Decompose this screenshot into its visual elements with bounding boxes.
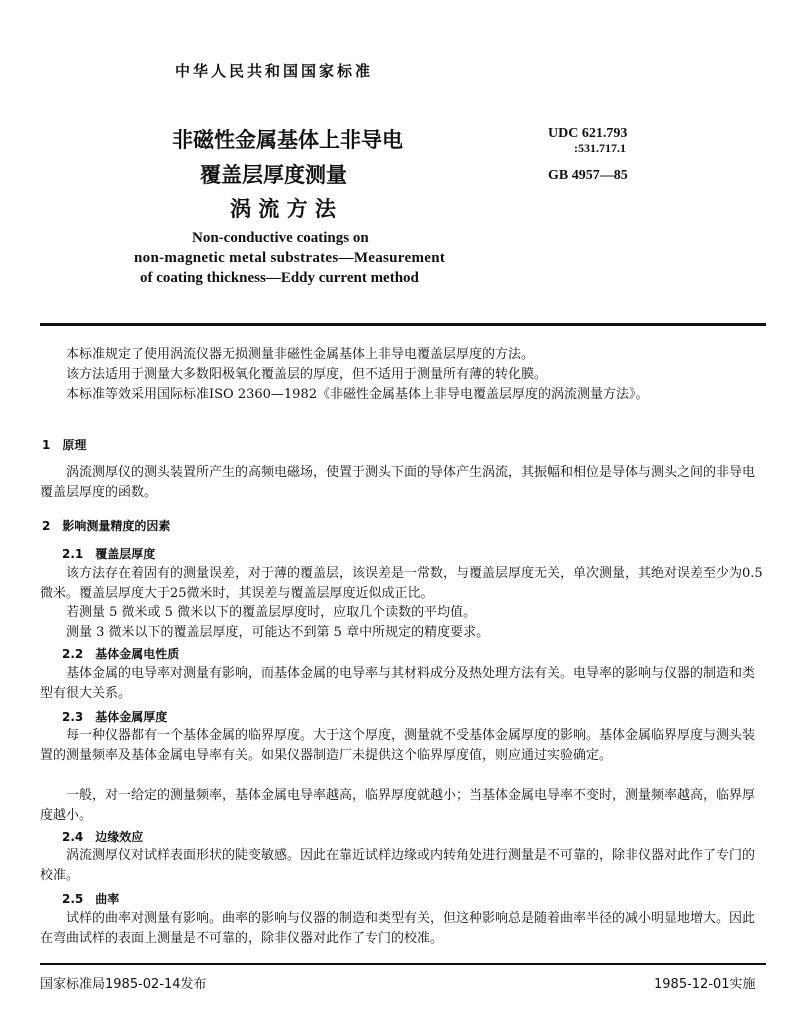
section-2-1-paragraph-1: 该方法存在着固有的测量误差，对于薄的覆盖层，该误差是一常数，与覆盖层厚度无关，单次测量，其绝对误差至少为0.5微米。覆盖层厚度大于25微米时，其误差与覆盖层厚度近似成正比。 (40, 566, 763, 601)
header-divider (40, 323, 766, 326)
section-2-5-paragraph: 试样的曲率对测量有影响。曲率的影响与仪器的制造和类型有关，但这种影响总是随着曲率半径的减小明显地增大。因此在弯曲试样的表面上测量是不可靠的，除非仪器对此作了专门的校准。 (40, 911, 756, 946)
issue-date: 国家标准局1985-02-14发布 (40, 977, 207, 992)
udc-code: UDC 621.793 (548, 126, 628, 141)
title-en-line3: of coating thickness—Eddy current method (140, 270, 419, 286)
section-2-1-paragraph-3: 测量 3 微米以下的覆盖层厚度，可能达不到第 5 章中所规定的精度要求。 (66, 625, 490, 640)
section-2-3-paragraph-1: 每一种仪器都有一个基体金属的临界厚度。大于这个厚度，测量就不受基体金属厚度的影响。基体金属临界厚度与测头装置的测量频率及基体金属电导率有关。如果仪器制造厂未提供这个临界厚度值，则应通过实验确定。 (40, 728, 756, 763)
intro-paragraph-3: 本标准等效采用国际标准ISO 2360—1982《非磁性金属基体上非导电覆盖层厚度的涡流测量方法》。 (66, 387, 649, 402)
title-en-line1: Non-conductive coatings on (192, 230, 369, 246)
title-cn-line3: 涡 流 方 法 (230, 197, 336, 221)
section-2-2-heading: 2.2 基体金属电性质 (62, 647, 180, 661)
gb-number: GB 4957—85 (548, 168, 628, 183)
udc-code-sub: :531.717.1 (574, 141, 626, 155)
issuing-country: 中华人民共和国国家标准 (175, 62, 374, 80)
section-2-4-paragraph: 涡流测厚仪对试样表面形状的陡变敏感。因此在靠近试样边缘或内转角处进行测量是不可靠的，除非仪器对此作了专门的校准。 (40, 848, 756, 883)
title-cn-line2: 覆盖层厚度测量 (200, 163, 347, 187)
section-2-1-heading: 2.1 覆盖层厚度 (62, 547, 156, 561)
title-cn-line1: 非磁性金属基体上非导电 (172, 128, 403, 152)
footer-divider (40, 963, 766, 965)
section-1-paragraph: 涡流测厚仪的测头装置所产生的高频电磁场，使置于测头下面的导体产生涡流，其振幅和相位是导体与测头之间的非导电覆盖层厚度的函数。 (40, 465, 756, 500)
section-2-3-paragraph-2: 一般，对一给定的测量频率，基体金属电导率越高，临界厚度就越小；当基体金属电导率不变时，测量频率越高，临界厚度越小。 (40, 788, 756, 823)
section-2-1-paragraph-2: 若测量 5 微米或 5 微米以下的覆盖层厚度时，应取几个读数的平均值。 (66, 605, 477, 620)
section-2-2-paragraph: 基体金属的电导率对测量有影响，而基体金属的电导率与其材料成分及热处理方法有关。电导率的影响与仪器的制造和类型有很大关系。 (40, 666, 756, 701)
title-en-line2: non-magnetic metal substrates—Measurement (134, 250, 446, 266)
intro-paragraph-2: 该方法适用于测量大多数阳极氧化覆盖层的厚度，但不适用于测量所有薄的转化膜。 (66, 367, 548, 382)
section-2-3-heading: 2.3 基体金属厚度 (62, 710, 168, 724)
section-1-heading: 1 原理 (42, 438, 87, 452)
intro-paragraph-1: 本标准规定了使用涡流仪器无损测量非磁性金属基体上非导电覆盖层厚度的方法。 (66, 347, 535, 362)
effective-date: 1985-12-01实施 (654, 977, 756, 992)
section-2-heading: 2 影响测量精度的因素 (42, 519, 171, 533)
section-2-4-heading: 2.4 边缘效应 (62, 830, 144, 844)
section-2-5-heading: 2.5 曲率 (62, 892, 120, 906)
